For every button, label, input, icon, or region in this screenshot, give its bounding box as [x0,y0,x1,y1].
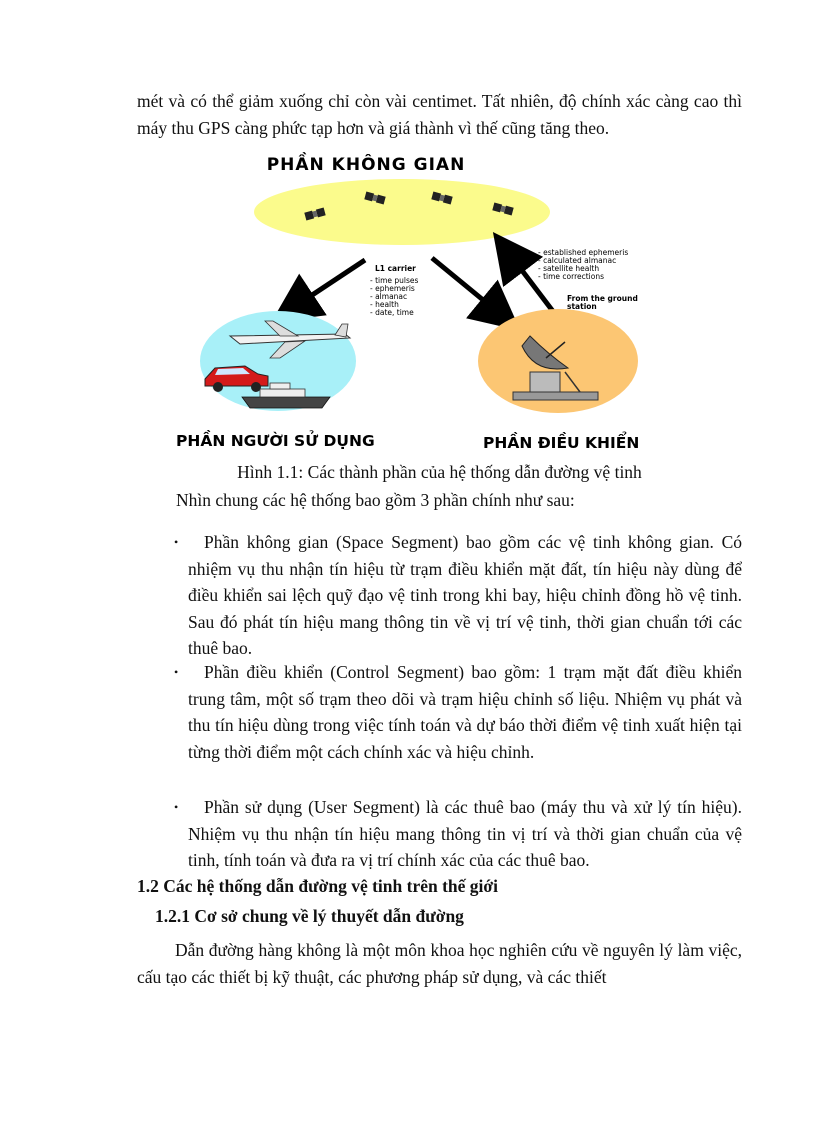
label-ephemeris: - ephemeris [370,284,415,293]
label-calculated-almanac: - calculated almanac [538,256,617,265]
subsection-heading: 1.2.1 Cơ sở chung về lý thuyết dẫn đường [155,906,464,926]
label-almanac: - almanac [370,292,408,301]
label-time-corrections: - time corrections [538,272,605,281]
body-paragraph: Dẫn đường hàng không là một môn khoa học nghiên cứu về nguyên lý làm việc, cấu tạo các thiết bị kỹ thuật, các phương pháp sử dụng, và các thiết [137,940,742,987]
bullet-item-control-segment [174,659,742,765]
label-time-pulses: - time pulses [370,276,419,285]
label-station: station [567,302,597,311]
label-established-ephemeris: - established ephemeris [538,248,629,257]
label-from-ground: From the ground [567,294,638,303]
bullet-icon: • [174,800,179,814]
user-segment-title: PHẦN NGƯỜI SỬ DỤNG [176,432,375,450]
bullet-icon: • [174,535,179,549]
downlink-arrow-to-users [288,260,365,311]
bullet-text: Phần điều khiển (Control Segment) bao gồm: 1 trạm mặt đất điều khiển trung tâm, một số trạm theo dõi và trạm hiệu chỉnh số liệu. Nhiệm vụ phát và thu tín hiệu dùng trong việc tính toán và dự báo thời điểm vệ tinh xuất hiện tại từng thời điểm một cách chính xác và hiệu chỉnh. [188,662,742,762]
bullet-icon: • [174,665,179,679]
downlink-arrow-to-control [432,258,505,318]
label-health: - health [370,300,399,309]
space-segment-title: PHẦN KHÔNG GIAN [266,155,466,175]
control-segment-title: PHẦN ĐIỀU KHIỂN [483,434,640,452]
label-satellite-health: - satellite health [538,264,600,273]
bullet-item-user-segment [174,794,742,874]
label-date-time: - date, time [370,308,414,317]
gps-segments-figure [170,146,710,458]
lead-sentence: Nhìn chung các hệ thống bao gồm 3 phần chính như sau: [176,490,575,510]
figure-caption: Hình 1.1: Các thành phần của hệ thống dẫn đường vệ tinh [237,462,642,482]
bullet-item-space-segment [174,529,742,662]
label-l1-carrier: L1 carrier [375,264,416,273]
bullet-text: Phần sử dụng (User Segment) là các thuê bao (máy thu và xử lý tín hiệu). Nhiệm vụ thu nhận tín hiệu mang thông tin vị trí và thời gian chuẩn của vệ tinh, tính toán và đưa ra vị trí chính xác của các thuê bao. [188,797,742,870]
section-heading: 1.2 Các hệ thống dẫn đường vệ tinh trên thế giới [137,876,498,896]
intro-paragraph: mét và có thể giảm xuống chỉ còn vài centimet. Tất nhiên, độ chính xác càng cao thì máy thu GPS càng phức tạp hơn và giá thành vì thế cũng tăng theo. [137,91,742,138]
bullet-text: Phần không gian (Space Segment) bao gồm các vệ tinh không gian. Có nhiệm vụ thu nhận tín hiệu từ trạm điều khiển mặt đất, tín hiệu này dùng để điều khiển sai lệch quỹ đạo vệ tinh trong khi bay, hiệu chỉnh đồng hồ vệ tinh. Sau đó phát tín hiệu mang thông tin về vị trí vệ tinh, thời gian chuẩn tới các thuê bao. [188,532,742,658]
